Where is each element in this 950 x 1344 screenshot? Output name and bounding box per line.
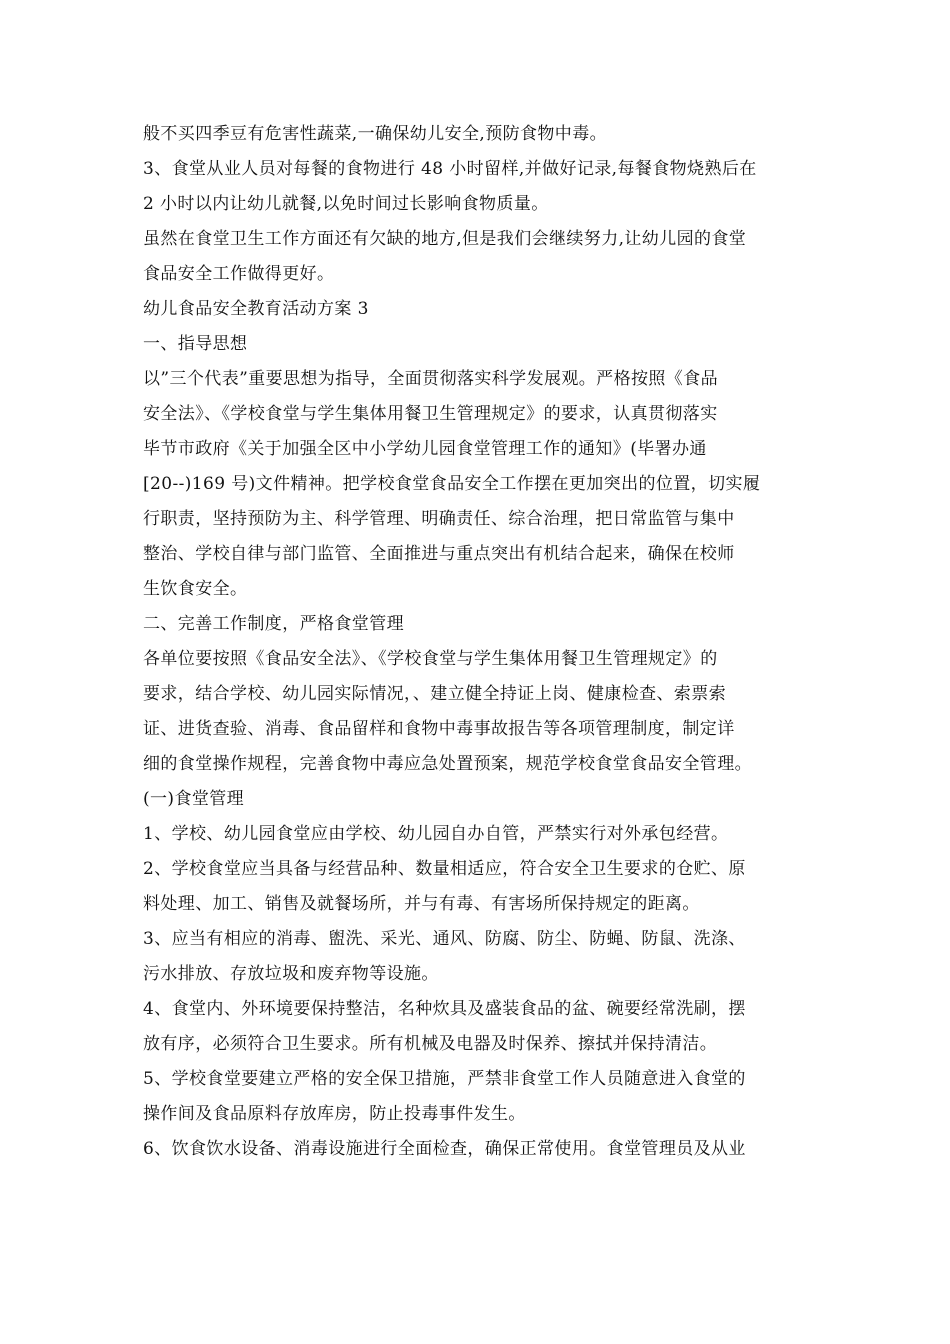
text-line: 生饮食安全。: [143, 579, 248, 599]
text-line: 2 小时以内让幼儿就餐,以免时间过长影响食物质量。: [143, 194, 549, 214]
section-heading: 一、指导思想: [143, 334, 248, 354]
text-line: 食品安全工作做得更好。: [143, 264, 335, 284]
list-item: 5、学校食堂要建立严格的安全保卫措施，严禁非食堂工作人员随意进入食堂的: [143, 1069, 746, 1089]
text-line: 毕节市政府《关于加强全区中小学幼儿园食堂管理工作的通知》(毕署办通: [143, 439, 707, 459]
text-line: 操作间及食品原料存放库房，防止投毒事件发生。: [143, 1104, 526, 1124]
section-heading: 二、完善工作制度，严格食堂管理: [143, 614, 404, 634]
text-line: [20--)169 号)文件精神。把学校食堂食品安全工作摆在更加突出的位置，切实履: [143, 474, 761, 494]
list-item: 6、饮食饮水设备、消毒设施进行全面检查，确保正常使用。食堂管理员及从业: [143, 1139, 746, 1159]
text-line: 细的食堂操作规程，完善食物中毒应急处置预案，规范学校食堂食品安全管理。: [143, 754, 752, 774]
text-line: 整治、学校自律与部门监管、全面推进与重点突出有机结合起来，确保在校师: [143, 544, 735, 564]
text-line: 行职责，坚持预防为主、科学管理、明确责任、综合治理，把日常监管与集中: [143, 509, 735, 529]
list-item: 1、学校、幼儿园食堂应由学校、幼儿园自办自管，严禁实行对外承包经营。: [143, 824, 729, 844]
text-line: 证、进货查验、消毒、食品留样和食物中毒事故报告等各项管理制度，制定详: [143, 719, 735, 739]
text-line: 虽然在食堂卫生工作方面还有欠缺的地方,但是我们会继续努力,让幼儿园的食堂: [143, 229, 747, 249]
text-line: 3、食堂从业人员对每餐的食物进行 48 小时留样,并做好记录,每餐食物烧熟后在: [143, 159, 757, 179]
section-title: 幼儿食品安全教育活动方案 3: [143, 299, 369, 319]
text-line: 污水排放、存放垃圾和废弃物等设施。: [143, 964, 439, 984]
text-line: 安全法》、《学校食堂与学生集体用餐卫生管理规定》的要求，认真贯彻落实: [143, 404, 718, 424]
text-line: 要求，结合学校、幼儿园实际情况，、建立健全持证上岗、健康检查、索票索: [143, 684, 727, 704]
text-line: 以”三个代表”重要思想为指导，全面贯彻落实科学发展观。严格按照《食品: [143, 369, 718, 389]
document-body: [143, 117, 809, 1167]
list-item: 4、食堂内、外环境要保持整洁，名种炊具及盛装食品的盆、碗要经常洗刷，摆: [143, 999, 746, 1019]
text-line: 般不买四季豆有危害性蔬菜,一确保幼儿安全,预防食物中毒。: [143, 124, 608, 144]
text-line: 各单位要按照《食品安全法》、《学校食堂与学生集体用餐卫生管理规定》的: [143, 649, 718, 669]
text-line: 放有序，必须符合卫生要求。所有机械及电器及时保养、擦拭并保持清洁。: [143, 1034, 718, 1054]
text-line: 料处理、加工、销售及就餐场所，并与有毒、有害场所保持规定的距离。: [143, 894, 700, 914]
list-item: 3、应当有相应的消毒、盥洗、采光、通风、防腐、防尘、防蝇、防鼠、洗涤、: [143, 929, 746, 949]
subsection-heading: (一)食堂管理: [143, 789, 245, 809]
list-item: 2、学校食堂应当具备与经营品种、数量相适应，符合安全卫生要求的仓贮、原: [143, 859, 746, 879]
